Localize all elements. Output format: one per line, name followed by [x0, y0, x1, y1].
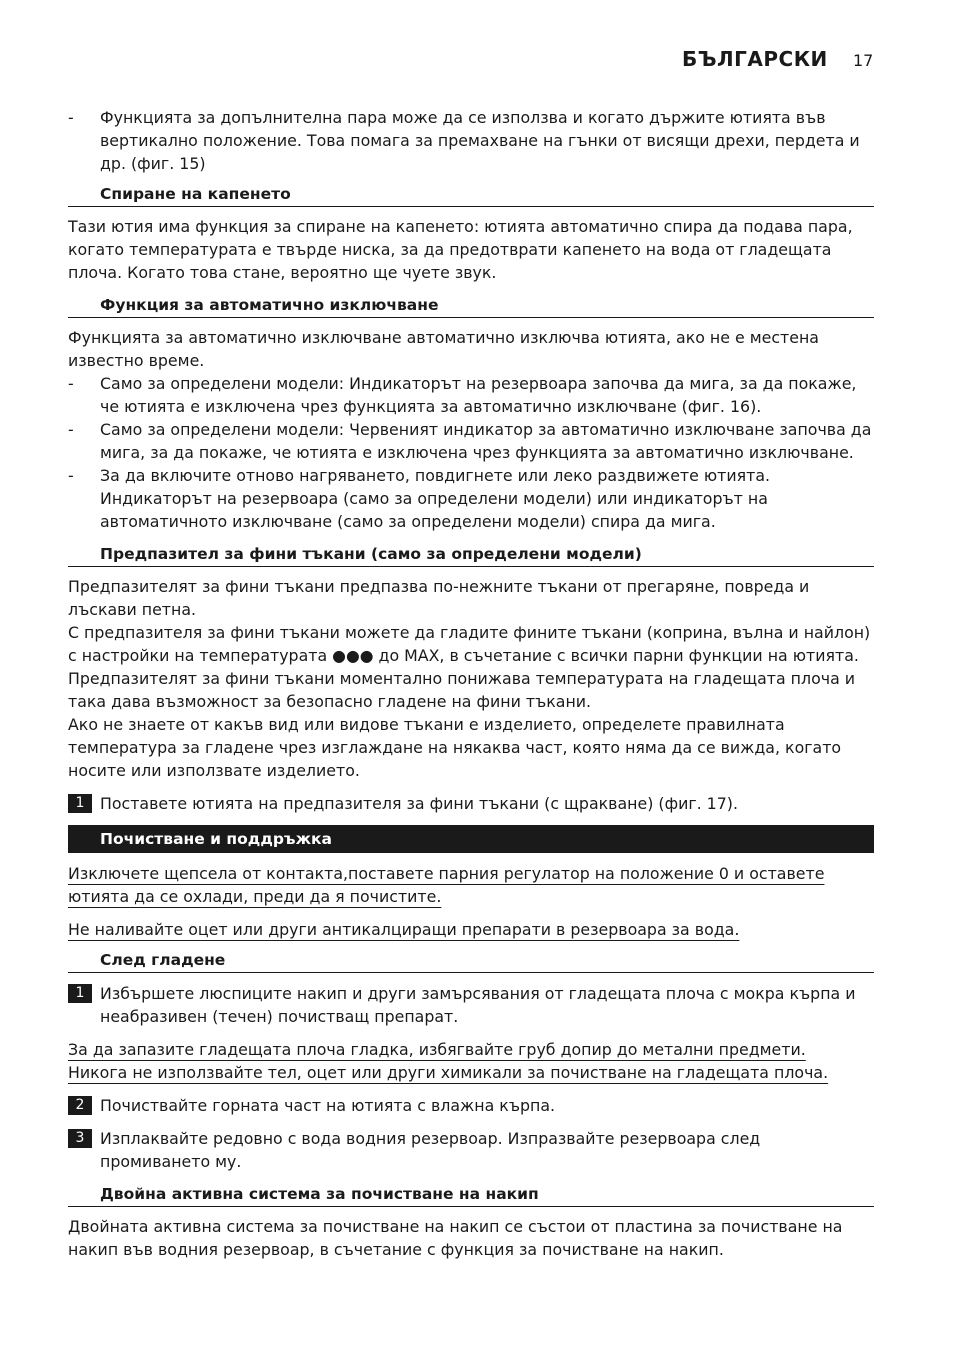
bullet-text: Функцията за допълнителна пара може да се използва и когато държите ютията във вертикално положение. Това помага за премахване на гънки от висящи дрехи, пердета и др. (фиг. 15) — [100, 108, 860, 173]
fabric-guard-paragraph: Ако не знаете от какъв вид или видове тъкани е изделието, определете правилната температура за гладене чрез изглаждане на някаква част, която няма да се вижда, когато носите или използвате изделието. — [68, 715, 842, 780]
bullet-item — [68, 464, 874, 533]
section-heading-double-calc: Двойна активна система за почистване на накип — [68, 1183, 874, 1207]
bullet-dash: - — [68, 374, 74, 393]
step-item — [68, 792, 874, 815]
bullet-item — [68, 418, 874, 464]
step-number: 3 — [68, 1129, 92, 1148]
bullet-text: Само за определени модели: Индикаторът на резервоара започва да мига, за да покаже, че ютията е изключена чрез функцията за автоматично изключване (фиг. 16). — [100, 374, 857, 416]
step-text: Избършете люспиците накип и други замърсявания от гладещата плоча с мокра кърпа и неабразивен (течен) почистващ препарат. — [100, 984, 856, 1026]
section-heading-cleaning: Почистване и поддръжка — [68, 825, 874, 853]
step-number: 1 — [68, 984, 92, 1003]
section-heading-after-ironing: След гладене — [68, 949, 874, 973]
bullet-dash: - — [68, 466, 74, 485]
warning-text: Изключете щепсела от контакта,поставете парния регулатор на положение 0 и оставете ютията да се охлади, преди да я почистите. — [68, 864, 825, 906]
step-item — [68, 1094, 874, 1117]
step-text: Поставете ютията на предпазителя за фини тъкани (с щракване) (фиг. 17). — [100, 794, 738, 813]
fabric-guard-paragraph: Предпазителят за фини тъкани предпазва по-нежните тъкани от прегаряне, повреда и лъскави петна. — [68, 577, 810, 619]
drip-stop-text: Тази ютия има функция за спиране на капенето: ютията автоматично спира да подава пара, когато температурата е твърде ниска, за да предотврати капенето на вода от гладещата плоча. Когато това стане, вероятно ще чуете звук. — [68, 217, 853, 282]
header-language: БЪЛГАРСКИ — [682, 47, 828, 71]
section-heading-drip-stop: Спиране на капенето — [68, 183, 874, 207]
page-content — [68, 106, 874, 1261]
step-item — [68, 982, 874, 1028]
step-text: Почиствайте горната част на ютията с влажна кърпа. — [100, 1096, 556, 1115]
step-number: 2 — [68, 1096, 92, 1115]
bullet-text: За да включите отново нагряването, повдигнете или леко раздвижете ютията. Индикаторът на резервоара (само за определени модели) или индикаторът на автоматичното изключване (само за определени модели) спира да мига. — [100, 466, 771, 531]
section-heading-auto-off: Функция за автоматично изключване — [68, 294, 874, 318]
step-number: 1 — [68, 794, 92, 813]
fabric-guard-paragraph: С предпазителя за фини тъкани можете да гладите фините тъкани (коприна, вълна и найлон) с настройки на температурата ●●● до MAX, в съчетание с всички парни функции на ютията. — [68, 623, 871, 665]
warning-text: За да запазите гладещата плоча гладка, избягвайте груб допир до метални предмети. — [68, 1040, 806, 1059]
bullet-text: Само за определени модели: Червеният индикатор за автоматично изключване започва да мига, за да покаже, че ютията е изключена чрез функцията за автоматично изключване. — [100, 420, 872, 462]
double-calc-text: Двойната активна система за почистване на накип се състои от пластина за почистване на накип във водния резервоар, в съчетание с функция за почистване на накип. — [68, 1217, 843, 1259]
step-text: Изплаквайте редовно с вода водния резервоар. Изпразвайте резервоара след промиването му. — [100, 1129, 761, 1171]
warning-text: Не наливайте оцет или други антикалциращи препарати в резервоара за вода. — [68, 920, 740, 939]
bullet-item — [68, 106, 874, 175]
fabric-guard-paragraph: Предпазителят за фини тъкани моментално понижава температурата на гладещата плоча и така дава възможност за безопасно гладене на фини тъкани. — [68, 669, 856, 711]
auto-off-text: Функцията за автоматично изключване автоматично изключва ютията, ако не е местена известно време. — [68, 328, 819, 370]
page-number: 17 — [853, 51, 874, 70]
bullet-item — [68, 372, 874, 418]
bullet-dash: - — [68, 108, 74, 127]
section-heading-fabric-guard: Предпазител за фини тъкани (само за определени модели) — [68, 543, 874, 567]
step-item — [68, 1127, 874, 1173]
bullet-dash: - — [68, 420, 74, 439]
warning-text: Никога не използвайте тел, оцет или други химикали за почистване на гладещата плоча. — [68, 1063, 829, 1082]
